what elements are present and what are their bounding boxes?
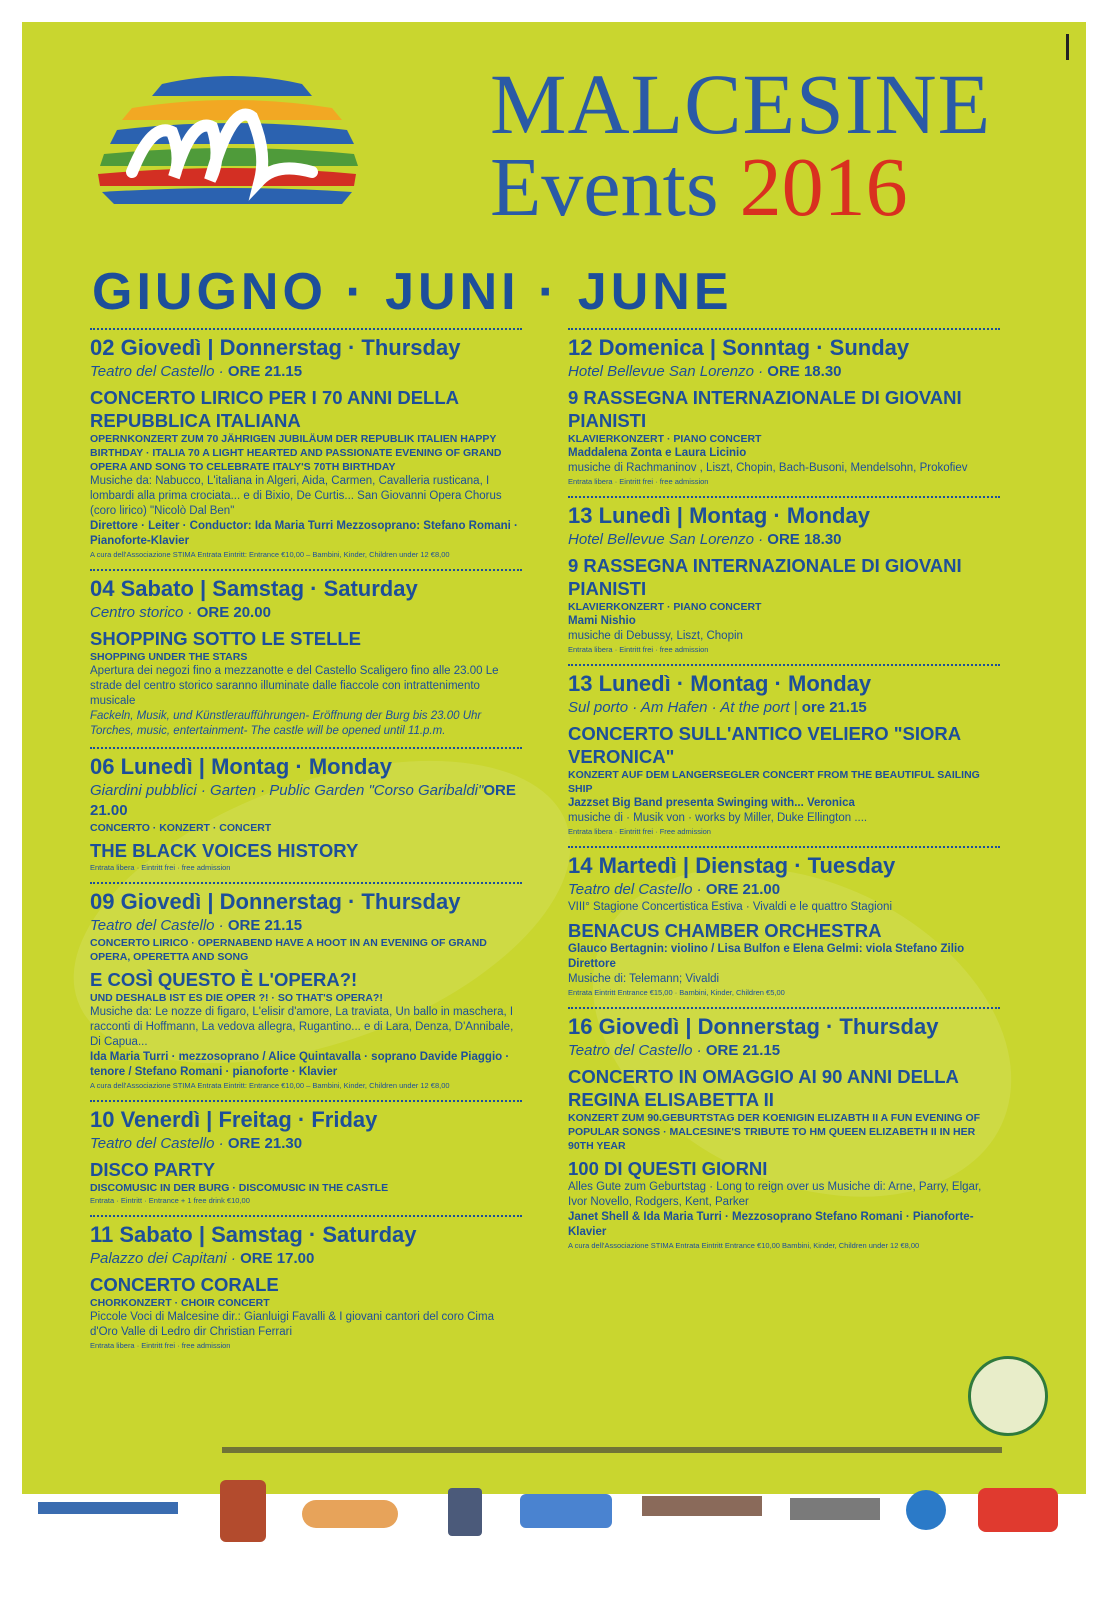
event-time: ORE 21.15: [705, 1042, 781, 1059]
event-subtitle: CONCERTO · KONZERT · CONCERT: [90, 822, 272, 834]
event-time: ORE 21.00: [90, 782, 516, 819]
event-subtitle: OPERNKONZERT ZUM 70 JÄHRIGEN JUBILÄUM DER REPUBLIK ITALIEN HAPPY BIRTHDAY · ITALIA 70 A LIGHT HEARTED AND PASSIONATE EVENING OF GRAND OPERA AND SONG TO CELEBRATE ITALY'S 70TH BIRTHDAY: [90, 433, 502, 473]
malcesine-logo: [92, 62, 362, 212]
event-program: Alles Gute zum Geburtstag · Long to reign over us Musiche di: Arne, Parry, Elgar, Ivor Novello, Rodgers, Kent, Parker: [568, 1181, 982, 1208]
fineprint-bar: [222, 1447, 1002, 1453]
event-title: 9 RASSEGNA INTERNAZIONALE DI GIOVANI PIANISTI: [568, 555, 962, 599]
event-block: [568, 1007, 1000, 1252]
funivia-seal-logo: [968, 1356, 1048, 1436]
event-subtitle: CHORKONZERT · CHOIR CONCERT: [90, 1297, 270, 1309]
event-venue: [568, 698, 1000, 718]
venue-name: Sul porto · Am Hafen · At the port |: [568, 699, 802, 716]
event-title: SHOPPING SOTTO LE STELLE: [90, 628, 362, 649]
event-venue: [568, 530, 1000, 550]
event-time: ORE 20.00: [196, 604, 271, 621]
event-admission: Entrata libera · Eintritt frei · free admission: [90, 863, 231, 872]
event-title: E COSÌ QUESTO È L'OPERA?!: [90, 969, 358, 990]
event-date: 13 Lunedì | Montag · Monday: [568, 503, 870, 528]
event-admission: Entrata libera · Eintritt frei · free admission: [90, 1341, 231, 1350]
event-date: 09 Giovedì | Donnerstag · Thursday: [90, 889, 461, 914]
event-block: [90, 328, 522, 561]
event-admission: Entrata Eintritt Entrance €15,00 · Bambini, Kinder, Children €5,00: [568, 988, 785, 997]
event-subtitle: DISCOMUSIC IN DER BURG · DISCOMUSIC IN THE CASTLE: [90, 1182, 389, 1194]
event-venue: [90, 603, 522, 623]
event-program: musiche di · Musik von · works by Miller, Duke Ellington ....: [568, 812, 868, 824]
sponsor-logo: [790, 1498, 880, 1520]
event-performers: Jazzset Big Band presenta Swinging with... Veronica: [568, 797, 855, 809]
event-title: DISCO PARTY: [90, 1159, 216, 1180]
event-date: 10 Venerdì | Freitag · Friday: [90, 1107, 378, 1132]
event-venue: [568, 1041, 1000, 1061]
sponsor-logo: [642, 1496, 762, 1516]
event-subtitle-2: UND DESHALB IST ES DIE OPER ?! · SO THAT'S OPERA?!: [90, 992, 383, 1004]
edge-mark: [1066, 34, 1069, 60]
event-block: [90, 1100, 522, 1207]
venue-name: Teatro del Castello ·: [568, 881, 706, 898]
event-program: Piccole Voci di Malcesine dir.: Gianluigi Favalli & I giovani cantori del coro Cima d'Oro Valle di Ledro dir Christian Ferrari: [90, 1311, 494, 1338]
sponsor-logo: [38, 1502, 178, 1514]
event-venue: [90, 362, 522, 382]
event-block: [568, 846, 1000, 999]
event-time: ORE 17.00: [240, 1250, 315, 1267]
event-venue: [90, 1134, 522, 1154]
event-performers: Janet Shell & Ida Maria Turri · Mezzosoprano Stefano Romani · Pianoforte-Klavier: [568, 1211, 974, 1238]
venue-name: Teatro del Castello ·: [90, 917, 228, 934]
event-date: 14 Martedì | Dienstag · Tuesday: [568, 853, 896, 878]
event-admission: A cura dell'Associazione STIMA Entrata Eintritt: Entrance €10,00 – Bambini, Kinder, Children under 12 €8,00: [90, 1081, 450, 1090]
year: 2016: [739, 141, 908, 234]
event-block: [90, 1215, 522, 1352]
month-heading: GIUGNO · JUNI · JUNE: [92, 263, 733, 321]
event-title: CONCERTO SULL'ANTICO VELIERO "SIORA VERONICA": [568, 723, 961, 767]
event-title: 9 RASSEGNA INTERNAZIONALE DI GIOVANI PIANISTI: [568, 387, 962, 431]
event-venue: [568, 362, 1000, 382]
event-title: BENACUS CHAMBER ORCHESTRA: [568, 920, 882, 941]
event-admission: Entrata libera · Eintritt frei · free admission: [568, 477, 709, 486]
event-time: ORE 18.30: [767, 363, 842, 380]
event-venue: [90, 781, 522, 821]
sponsor-logos: [30, 1470, 1080, 1570]
event-venue: [568, 880, 1000, 900]
event-subtitle: KLAVIERKONZERT · PIANO CONCERT: [568, 601, 762, 613]
event-block: [90, 882, 522, 1092]
venue-name: Centro storico ·: [90, 604, 197, 621]
event-program: musiche di Rachmaninov , Liszt, Chopin, Bach-Busoni, Mendelsohn, Prokofiev: [568, 462, 968, 474]
event-subtitle: KONZERT ZUM 90.GEBURTSTAG DER KOENIGIN ELIZABTH II A FUN EVENING OF POPULAR SONGS · MALCESINE'S TRIBUTE TO HM QUEEN ELIZABETH II IN HER 90TH YEAR: [568, 1112, 981, 1152]
event-performers: Maddalena Zonta e Laura Licinio: [568, 447, 747, 459]
sponsor-logo: [448, 1488, 482, 1536]
venue-name: Teatro del Castello ·: [568, 1042, 706, 1059]
event-performers: Glauco Bertagnin: violino / Lisa Bulfon e Elena Gelmi: viola Stefano Zilio Direttore: [568, 943, 965, 970]
event-performers: Direttore · Leiter · Conductor: Ida Maria Turri Mezzosoprano: Stefano Romani · Pianoforte-Klavier: [90, 520, 518, 547]
sponsor-logo: [302, 1500, 398, 1528]
event-program: Apertura dei negozi fino a mezzanotte e del Castello Scaligero fino alle 23.00 Le strade del centro storico saranno illuminate dalle fiaccole con intrattenimento musicale: [90, 665, 499, 707]
event-notes: Fackeln, Musik, und Künstleraufführungen- Eröffnung der Burg bis 23.00 Uhr Torches, music, entertainment- The castle will be opened until 11.p.m.: [90, 710, 482, 737]
event-program: Musiche da: Nabucco, L'italiana in Algeri, Aida, Carmen, Cavalleria rusticana, I lombardi alla prima crociata... e di Bixio, De Curtis... San Giovanni Opera Chorus (coro lirico) "Nicolò Dal Ben": [90, 475, 502, 517]
event-subtitle: CONCERTO LIRICO · OPERNABEND HAVE A HOOT IN AN EVENING OF GRAND OPERA, OPERETTA AND SONG: [90, 937, 487, 963]
event-block: [568, 496, 1000, 656]
event-date: 16 Giovedì | Donnerstag · Thursday: [568, 1014, 939, 1039]
venue-name: Teatro del Castello ·: [90, 363, 228, 380]
left-column: [90, 328, 522, 1360]
event-title-2: 100 DI QUESTI GIORNI: [568, 1158, 768, 1179]
event-time: ore 21.15: [801, 699, 867, 716]
event-title: CONCERTO CORALE: [90, 1274, 279, 1295]
event-subtitle: SHOPPING UNDER THE STARS: [90, 651, 248, 663]
event-performers: Ida Maria Turri · mezzosoprano / Alice Quintavalla · soprano Davide Piaggio · tenore / Stefano Romani · pianoforte · Klavier: [90, 1051, 510, 1078]
event-admission: Entrata · Eintritt · Entrance + 1 free drink €10,00: [90, 1196, 250, 1205]
right-column: [568, 328, 1000, 1260]
event-program: musiche di Debussy, Liszt, Chopin: [568, 630, 743, 642]
event-date: 04 Sabato | Samstag · Saturday: [90, 576, 418, 601]
title-block: [490, 56, 1050, 234]
event-venue: [90, 916, 522, 936]
page-subtitle: [490, 141, 1050, 234]
subtitle-events: Events: [490, 141, 719, 234]
event-block: [90, 747, 522, 874]
event-time: ORE 21.15: [227, 917, 303, 934]
venue-name: Giardini pubblici · Garten · Public Garden "Corso Garibaldi": [90, 782, 484, 799]
event-performers: Mami Nishio: [568, 615, 636, 627]
event-program: Musiche di: Telemann; Vivaldi: [568, 973, 720, 985]
event-program: Musiche da: Le nozze di figaro, L'elisir d'amore, La traviata, Un ballo in maschera, I racconti di Hoffmann, La vedova allegra, Rugantino... e di Lara, Denza, D'Annibale, Di Capua...: [90, 1006, 514, 1048]
event-subtitle: KLAVIERKONZERT · PIANO CONCERT: [568, 433, 762, 445]
event-block: [568, 664, 1000, 838]
event-date: 02 Giovedì | Donnerstag · Thursday: [90, 335, 461, 360]
venue-name: Hotel Bellevue San Lorenzo ·: [568, 363, 768, 380]
event-prefix: VIII° Stagione Concertistica Estiva · Vivaldi e le quattro Stagioni: [568, 901, 892, 913]
event-date: 11 Sabato | Samstag · Saturday: [90, 1222, 417, 1247]
event-time: ORE 21.15: [227, 363, 303, 380]
event-date: 13 Lunedì · Montag · Monday: [568, 671, 872, 696]
event-time: ORE 21.30: [227, 1135, 303, 1152]
venue-name: Hotel Bellevue San Lorenzo ·: [568, 531, 768, 548]
event-admission: A cura dell'Associazione STIMA Entrata Eintritt: Entrance €10,00 – Bambini, Kinder, Children under 12 €8,00: [90, 550, 450, 559]
page-title: MALCESINE: [490, 56, 992, 152]
event-admission: A cura dell'Associazione STIMA Entrata Eintritt Entrance €10,00 Bambini, Kinder, Children under 12 €8,00: [568, 1241, 920, 1250]
sponsor-logo: [520, 1494, 612, 1528]
event-admission: Entrata libera · Eintritt frei · free admission: [568, 645, 709, 654]
event-title: THE BLACK VOICES HISTORY: [90, 840, 359, 861]
event-date: 12 Domenica | Sonntag · Sunday: [568, 335, 910, 360]
event-block: [568, 328, 1000, 488]
event-time: ORE 21.00: [705, 881, 781, 898]
event-block: [90, 569, 522, 739]
event-time: ORE 18.30: [767, 531, 842, 548]
event-subtitle: KONZERT AUF DEM LANGERSEGLER CONCERT FROM THE BEAUTIFUL SAILING SHIP: [568, 769, 980, 795]
sponsor-logo: [906, 1490, 946, 1530]
event-admission: Entrata libera · Eintritt frei · Free admission: [568, 827, 711, 836]
venue-name: Teatro del Castello ·: [90, 1135, 228, 1152]
event-venue: [90, 1249, 522, 1269]
sponsor-logo: [220, 1480, 266, 1542]
event-title: CONCERTO LIRICO PER I 70 ANNI DELLA REPUBBLICA ITALIANA: [90, 387, 459, 431]
event-date: 06 Lunedì | Montag · Monday: [90, 754, 392, 779]
event-title: CONCERTO IN OMAGGIO AI 90 ANNI DELLA REGINA ELISABETTA II: [568, 1066, 959, 1110]
sponsor-logo: [978, 1488, 1058, 1532]
venue-name: Palazzo dei Capitani ·: [90, 1250, 241, 1267]
